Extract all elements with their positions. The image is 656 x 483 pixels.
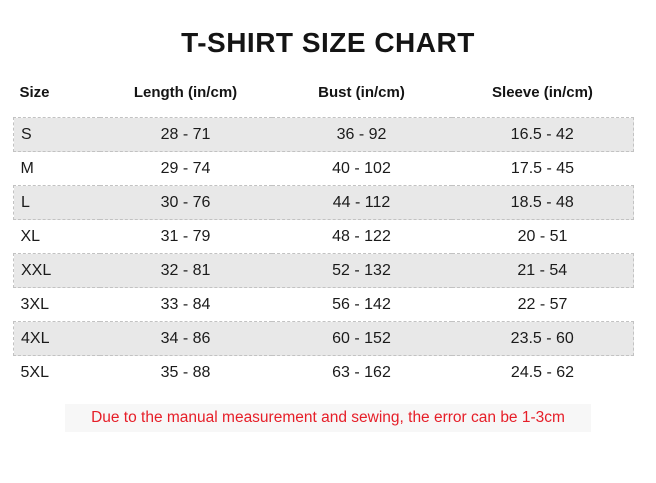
size-cell: XXL [14,254,100,288]
bust-cell: 56 - 142 [332,295,391,313]
bust-cell: 52 - 132 [272,254,452,288]
size-row [14,322,634,356]
bust-cell: 36 - 92 [272,118,452,152]
note-band [0,404,656,432]
bust-cell: 40 - 102 [332,159,391,177]
size-cell: S [14,118,100,152]
size-cell: 3XL [20,295,49,313]
size-chart-page [0,26,656,483]
size-row [14,356,634,390]
sleeve-cell: 20 - 51 [517,227,568,245]
sleeve-cell: 16.5 - 42 [452,118,634,152]
size-row [14,152,634,186]
sleeve-cell: 22 - 57 [517,295,568,313]
sleeve-cell: 21 - 54 [452,254,634,288]
length-cell: 29 - 74 [160,159,211,177]
size-cell: 5XL [20,363,49,381]
length-cell: 31 - 79 [160,227,211,245]
sleeve-cell: 23.5 - 60 [452,322,634,356]
size-row [14,118,634,152]
size-cell: M [20,159,34,177]
size-cell: 4XL [14,322,100,356]
header-row [14,80,634,118]
column-header-length: Length (in/cm) [133,84,238,101]
measurement-note: Due to the manual measurement and sewing, the error can be 1-3cm [65,404,591,432]
column-header-size: Size [19,84,50,101]
size-row [14,254,634,288]
length-cell: 32 - 81 [100,254,272,288]
bust-cell: 60 - 152 [272,322,452,356]
size-row [14,220,634,254]
size-row [14,186,634,220]
length-cell: 28 - 71 [100,118,272,152]
bust-cell: 63 - 162 [332,363,391,381]
bust-cell: 44 - 112 [272,186,452,220]
sleeve-cell: 24.5 - 62 [510,363,575,381]
length-cell: 30 - 76 [100,186,272,220]
bust-cell: 48 - 122 [332,227,391,245]
table-body [14,118,634,390]
column-header-sleeve: Sleeve (in/cm) [492,84,593,101]
length-cell: 33 - 84 [160,295,211,313]
length-cell: 34 - 86 [100,322,272,356]
sleeve-cell: 18.5 - 48 [452,186,634,220]
column-header-bust: Bust (in/cm) [318,84,405,101]
size-cell: L [14,186,100,220]
size-cell: XL [20,227,41,245]
size-chart-table [13,80,634,389]
size-row [14,288,634,322]
sleeve-cell: 17.5 - 45 [510,159,575,177]
page-title: T-SHIRT SIZE CHART [181,27,475,58]
length-cell: 35 - 88 [160,363,211,381]
